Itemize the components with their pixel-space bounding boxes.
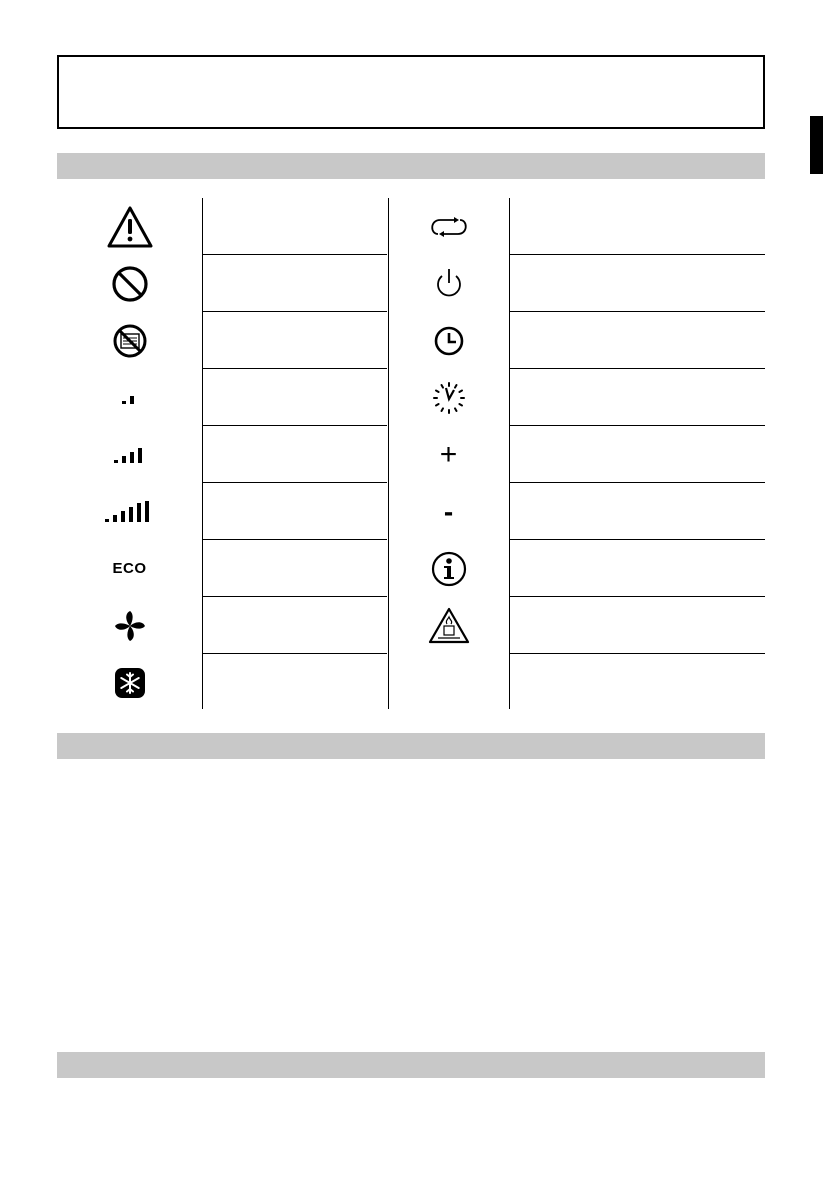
symbol-description — [203, 426, 387, 483]
symbol-description — [510, 198, 764, 255]
prohibited-icon — [57, 255, 202, 312]
symbol-description — [203, 312, 387, 369]
symbol-description — [203, 255, 387, 312]
notice-box — [57, 55, 765, 129]
table-row — [57, 597, 765, 654]
swing-icon — [388, 198, 509, 255]
fan-mode-icon — [57, 597, 202, 654]
symbol-description — [203, 198, 387, 255]
eco-label: ECO — [112, 560, 147, 577]
plus-label: + — [439, 437, 458, 471]
symbol-description — [510, 312, 764, 369]
table-row — [57, 255, 765, 312]
symbol-description — [510, 597, 764, 654]
fan-speed-low-icon — [57, 369, 202, 426]
page-thumb-tab — [810, 116, 823, 174]
symbol-description — [510, 369, 764, 426]
symbol-description — [203, 597, 387, 654]
symbol-description — [203, 369, 387, 426]
empty-icon-cell — [388, 654, 509, 711]
eco-mode-icon — [57, 540, 202, 597]
timer-setting-icon — [388, 369, 509, 426]
table-row — [57, 540, 765, 597]
timer-icon — [388, 312, 509, 369]
symbol-description — [510, 483, 764, 540]
section-header-2 — [57, 733, 765, 759]
table-row — [57, 369, 765, 426]
table-row — [57, 654, 765, 711]
symbol-description — [203, 654, 387, 711]
fan-speed-high-icon — [57, 483, 202, 540]
section-header-3 — [57, 1052, 765, 1078]
flammable-warning-icon — [388, 597, 509, 654]
symbols-table — [57, 198, 765, 711]
warning-triangle-icon — [57, 198, 202, 255]
symbol-description — [510, 540, 764, 597]
symbol-description — [203, 483, 387, 540]
minus-label: - — [443, 495, 454, 527]
symbol-description — [510, 426, 764, 483]
do-not-cover-icon — [57, 312, 202, 369]
symbol-description — [203, 540, 387, 597]
cooling-mode-icon — [57, 654, 202, 711]
table-row — [57, 312, 765, 369]
fan-speed-medium-icon — [57, 426, 202, 483]
table-row — [57, 198, 765, 255]
power-icon — [388, 255, 509, 312]
minus-icon — [388, 483, 509, 540]
table-row — [57, 426, 765, 483]
information-icon — [388, 540, 509, 597]
table-row — [57, 483, 765, 540]
plus-icon — [388, 426, 509, 483]
symbol-description — [510, 654, 764, 711]
symbol-description — [510, 255, 764, 312]
section-header-symbols — [57, 153, 765, 179]
